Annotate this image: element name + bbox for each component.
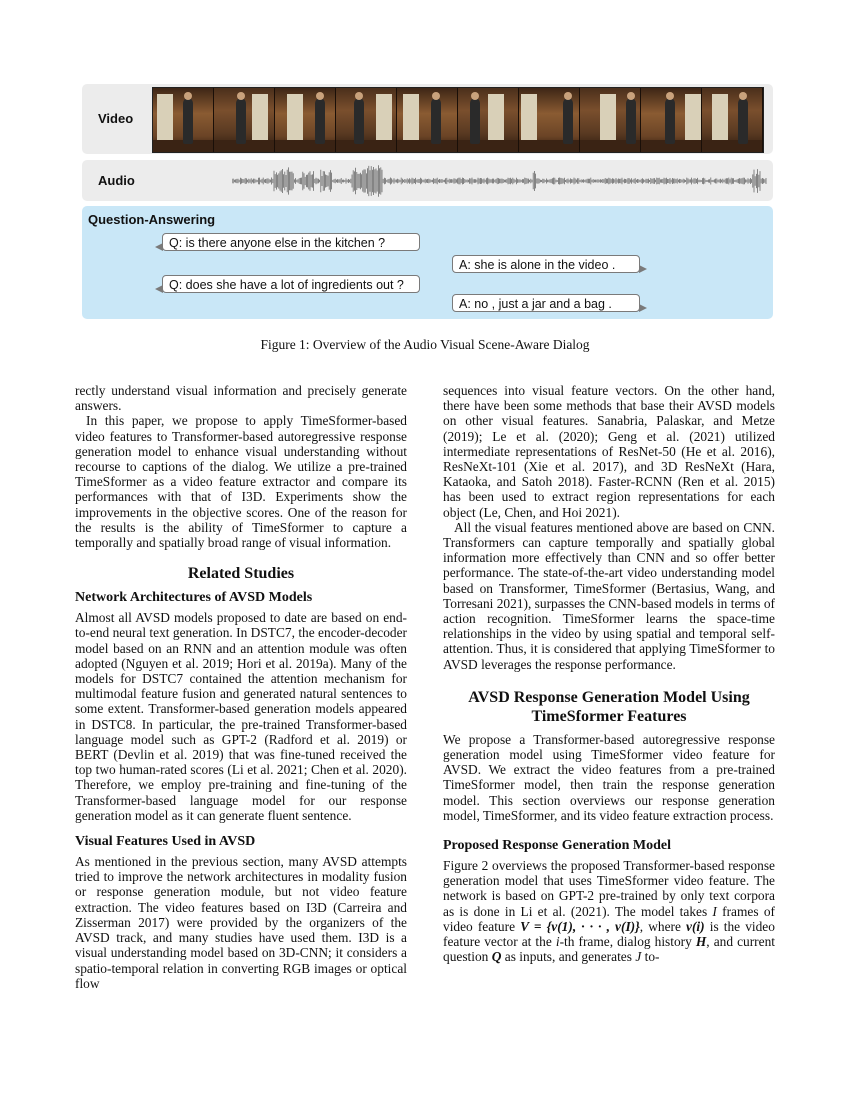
video-frames (152, 87, 764, 153)
math-vi: v(i) (686, 918, 705, 934)
question-bubble: Q: is there anyone else in the kitchen ? (162, 233, 420, 251)
text-run: Figure 2 overviews the proposed Transformer-based response generation model that uses TimeSformer video feature. The network is based on GPT-2 pre-trained by only text corpora as is done in Li et al. (2021). The model takes (443, 858, 775, 919)
math-I: I (712, 903, 717, 919)
text-run: to- (644, 949, 660, 965)
qa-panel (82, 206, 773, 319)
paragraph: All the visual features mentioned above are based on CNN. Transformers can capture temporally and spatially global information more effectively than CNN and so offer better performance. The state-of-the-art video understanding model based on Transformer, TimeSformer (Bertasius, Wang, and Torresani 2021), surpasses the CNN-based models in terms of action recognition. TimeSformer learns the space-time relationships in the video by using spatial and temporal self-attention. Thus, it is considered that applying TimeSformer to AVSD leverages the response performance. (443, 519, 775, 672)
video-frame (580, 88, 641, 152)
math-Q: Q (491, 949, 502, 965)
video-frame (702, 88, 763, 152)
section-heading: Related Studies (187, 565, 295, 583)
paragraph: sequences into visual feature vectors. On the other hand, there have been some methods that base their AVSD models on other visual features. Sanabria, Palaskar, and Metze (2019); Le et al. (2020); Geng et al. (2021) utilized intermediate representations of ResNet-50 (He et al. 2016), ResNeXt-101 (Xie et al. 2017), and 3D ResNeXt (Hara, Kataoka, and Satoh 2018). Faster-RCNN (Ren et al. 2015) has been used to extract region representations for each object (Le, Chen, and Hoi 2021). (443, 383, 775, 520)
video-frame (214, 88, 275, 152)
right-column (443, 383, 775, 965)
video-frame (458, 88, 519, 152)
answer-bubble: A: she is alone in the video . (452, 255, 640, 273)
text-run: -th frame, dialog history (559, 934, 692, 950)
text-run: is the video feature vector at the (443, 918, 775, 950)
audio-label: Audio (98, 173, 135, 188)
video-frame (397, 88, 458, 152)
answer-bubble: A: no , just a jar and a bag . (452, 294, 640, 312)
math-J: J (635, 949, 642, 965)
audio-waveform (232, 162, 767, 200)
section-heading: AVSD Response Generation Model Using TimeSformer Features (468, 688, 750, 725)
text-run: as inputs, and generates (504, 949, 632, 965)
paragraph: We propose a Transformer-based autoregressive response generation model using TimeSformer video feature for AVSD. We extract the video features from a pre-trained TimeSformer model, then train the response generation model. This section overviews our response generation model, TimeSformer, and its video feature extraction process. (443, 731, 775, 823)
math-V: V = {v(1), · · · , v(I)} (520, 918, 640, 934)
math-H: H (695, 934, 707, 950)
math-i: i (555, 934, 560, 950)
subsection-heading: Network Architectures of AVSD Models (75, 590, 313, 606)
audio-row (82, 160, 773, 201)
paragraph: As mentioned in the previous section, many AVSD attempts tried to improve the network architectures in modality fusion or response generation module, but not video feature extraction. The video features based on I3D (Carreira and Zisserman 2017) were provided by the organizers of the AVSD track, and many studies have used them. I3D is a visual understanding model based on 3D-CNN; it considers a spatio-temporal relation in converting RGB images or optical flow (75, 854, 407, 991)
qa-title: Question-Answering (88, 212, 216, 227)
paragraph: In this paper, we propose to apply TimeSformer-based video features to Transformer-based autoregressive response generation model to enhance visual understanding without recourse to captions of the dialog. We utilize a pre-trained TimeSformer as a video feature extractor and compare its performances with that of I3D. Experiments show the improvements in the objective scores. One of the reason for the results is the ability of TimeSformer to capture a temporally and spatially broad range of visual information. (75, 413, 407, 551)
video-frame (519, 88, 580, 152)
subsection-heading: Visual Features Used in AVSD (75, 834, 256, 850)
paragraph: rectly understand visual information and precisely generate answers. (75, 383, 407, 414)
video-frame (641, 88, 702, 152)
paragraph (443, 858, 775, 964)
question-bubble: Q: does she have a lot of ingredients out ? (162, 275, 420, 293)
text-run: frames of video feature (443, 903, 775, 934)
video-row (82, 84, 773, 154)
paragraph: Almost all AVSD models proposed to date are based on end-to-end neural text generation. In DSTC7, the encoder-decoder model based on an RNN and an attention module was often adopted (Nguyen et al. 2019; Hori et al. 2019a). Many of the models for DSTC7 contained the attention mechanism for multimodal feature fusion and generated natural sentences to some extent. Transformer-based generation models appeared in DSTC8. In particular, the pre-trained Transformer-based language model such as GPT-2 (Radford et al. 2019) or BERT (Devlin et al. 2019) that was fine-tuned received the top two human-rated scores (Li et al. 2021; Chen et al. 2020). Therefore, we employ pre-training and fine-tuning of the Transformer-based language model for our response generation model as it can generate fluent sentence. (75, 610, 407, 823)
waveform-trace (232, 165, 766, 196)
text-run: , and current question (443, 934, 775, 965)
video-frame (153, 88, 214, 152)
video-frame (275, 88, 336, 152)
figure-caption: Figure 1: Overview of the Audio Visual Scene-Aware Dialog (260, 337, 590, 352)
subsection-heading: Proposed Response Generation Model (443, 838, 672, 854)
left-column (75, 383, 407, 991)
video-label: Video (98, 111, 134, 126)
text-run: , where (639, 918, 681, 934)
video-frame (336, 88, 397, 152)
